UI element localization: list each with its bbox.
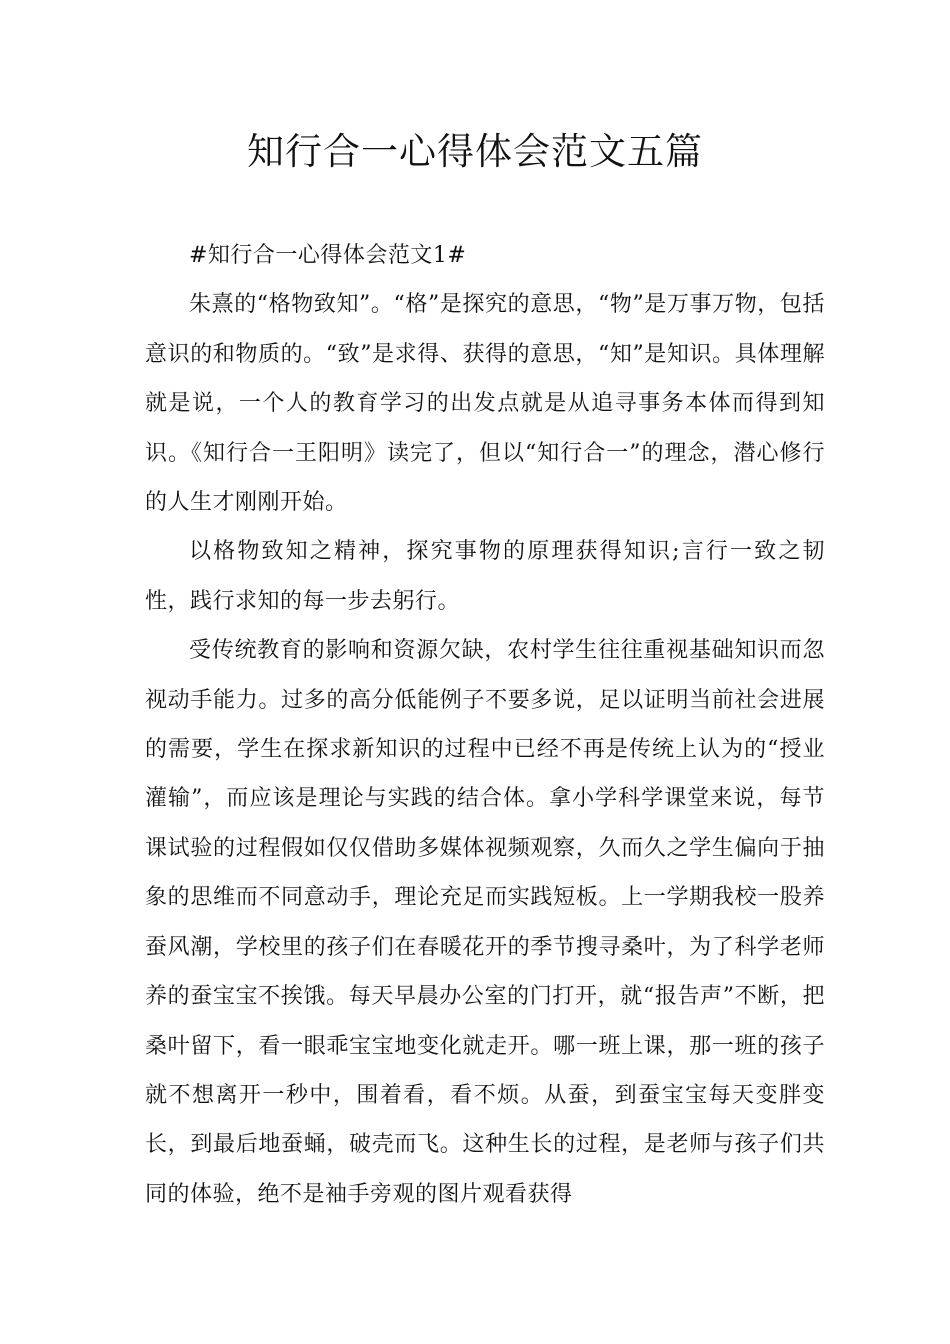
paragraph-1: 朱熹的“格物致知”。“格”是探究的意思，“物”是万事万物，包括意识的和物质的。“致”是求得、获得的意思，“知”是知识。具体理解就是说，一个人的教育学习的出发点就是从追寻事务本体而得到知识。《知行合一王阳明》读完了，但以“知行合一”的理念，潜心修行的人生才刚刚开始。 — [145, 292, 825, 516]
paragraph-2: 以格物致知之精神，探究事物的原理获得知识;言行一致之韧性，践行求知的每一步去躬行。 — [145, 539, 825, 614]
section-heading: #知行合一心得体会范文1# — [189, 243, 467, 268]
paragraph-3: 受传统教育的影响和资源欠缺，农村学生往往重视基础知识而忽视动手能力。过多的高分低能例子不要多说，足以证明当前社会进展的需要，学生在探求新知识的过程中已经不再是传统上认为的“授业灌输”，而应该是理论与实践的结合体。拿小学科学课堂来说，每节课试验的过程假如仅仅借助多媒体视频观察，久而久之学生偏向于抽象的思维而不同意动手，理论充足而实践短板。上一学期我校一股养蚕风潮，学校里的孩子们在春暖花开的季节搜寻桑叶，为了科学老师养的蚕宝宝不挨饿。每天早晨办公室的门打开，就“报告声”不断，把桑叶留下，看一眼乖宝宝地变化就走开。哪一班上课，那一班的孩子就不想离开一秒中，围着看，看不烦。从蚕，到蚕宝宝每天变胖变长，到最后地蚕蛹，破壳而飞。这种生长的过程，是老师与孩子们共同的体验，绝不是袖手旁观的图片观看获得 — [145, 638, 825, 1207]
document-title: 知行合一心得体会范文五篇 — [247, 130, 703, 173]
document-body — [145, 231, 825, 1219]
